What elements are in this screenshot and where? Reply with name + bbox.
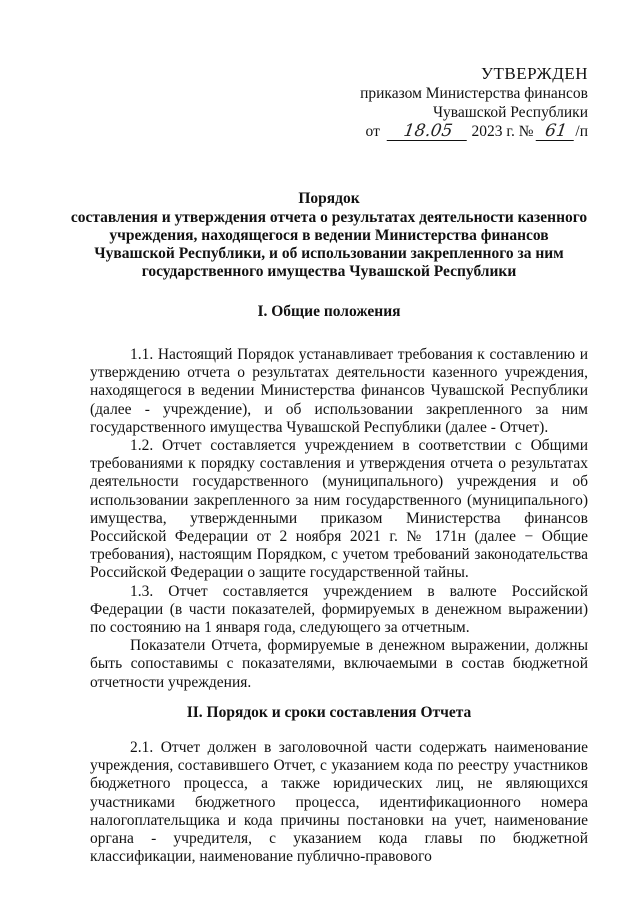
section-2-heading: II. Порядок и сроки составления Отчета bbox=[186, 704, 472, 721]
paragraph-1-1: 1.1. Настоящий Порядок устанавливает требования к составлению и утверждению отчета о результатах деятельности казенного учреждения, находящегося в ведении Министерства финансов Чувашской Республики (далее - учреждение), и об использовании закрепленного за ним государственного имущества Чувашской Республики (далее - Отчет). bbox=[90, 346, 588, 436]
number-suffix: /п bbox=[575, 123, 588, 140]
approval-stamp: УТВЕРЖДЕН bbox=[481, 64, 588, 83]
approval-line-2: Чувашской Республики bbox=[432, 104, 588, 121]
paragraph-2-1: 2.1. Отчет должен в заголовочной части содержать наименование учреждения, составившего Отчет, с указанием кода по реестру участников бюджетного процесса, а также юридических лиц, не являющихся участниками бюджетного процесса, идентификационного номера налогоплательщика и кода причины постановки на учет, наименование органа - учредителя, с указанием кода главы по бюджетной классификации, наименование публично-правового bbox=[90, 739, 588, 866]
section-1-heading: I. Общие положения bbox=[257, 303, 401, 320]
title-line-1: Порядок bbox=[298, 190, 360, 207]
approval-line-1: приказом Министерства финансов bbox=[360, 85, 588, 102]
title-line-2: составления и утверждения отчета о результатах деятельности казенного учреждения, находящегося в ведении Министерства финансов Чувашской Республики, и об использовании закрепленного за ним государственного имущества Чувашской Республики bbox=[70, 209, 588, 280]
approval-block bbox=[328, 64, 588, 141]
date-prefix: от bbox=[365, 123, 380, 140]
paragraph-1-3: 1.3. Отчет составляется учреждением в валюте Российской Федерации (в части показателей, формируемых в денежном выражении) по состоянию на 1 января года, следующего за отчетным. bbox=[90, 582, 588, 637]
paragraph-1-2: 1.2. Отчет составляется учреждением в соответствии с Общими требованиями к порядку составления и утверждения отчета о результатах деятельности государственного (муниципального) учреждения и об использовании закрепленного за ним государственного (муниципального) имущества, утвержденными приказом Министерства финансов Российской Федерации от 2 ноября 2021 г. № 171н (далее − Общие требования), настоящим Порядком, с учетом требований законодательства Российской Федерации о защите государственной тайны. bbox=[90, 437, 588, 582]
approval-date-line bbox=[328, 122, 588, 141]
section-2-body bbox=[90, 739, 588, 866]
year-text: 2023 г. № bbox=[471, 123, 534, 140]
handwritten-number: 61 bbox=[536, 122, 577, 141]
handwritten-date: 18.05 bbox=[386, 122, 469, 141]
paragraph-1-3-note: Показатели Отчета, формируемые в денежном выражении, должны быть сопоставимы с показателями, включаемыми в состав бюджетной отчетности учреждения. bbox=[90, 637, 588, 691]
document-title bbox=[70, 190, 588, 281]
section-1-body bbox=[90, 346, 588, 692]
